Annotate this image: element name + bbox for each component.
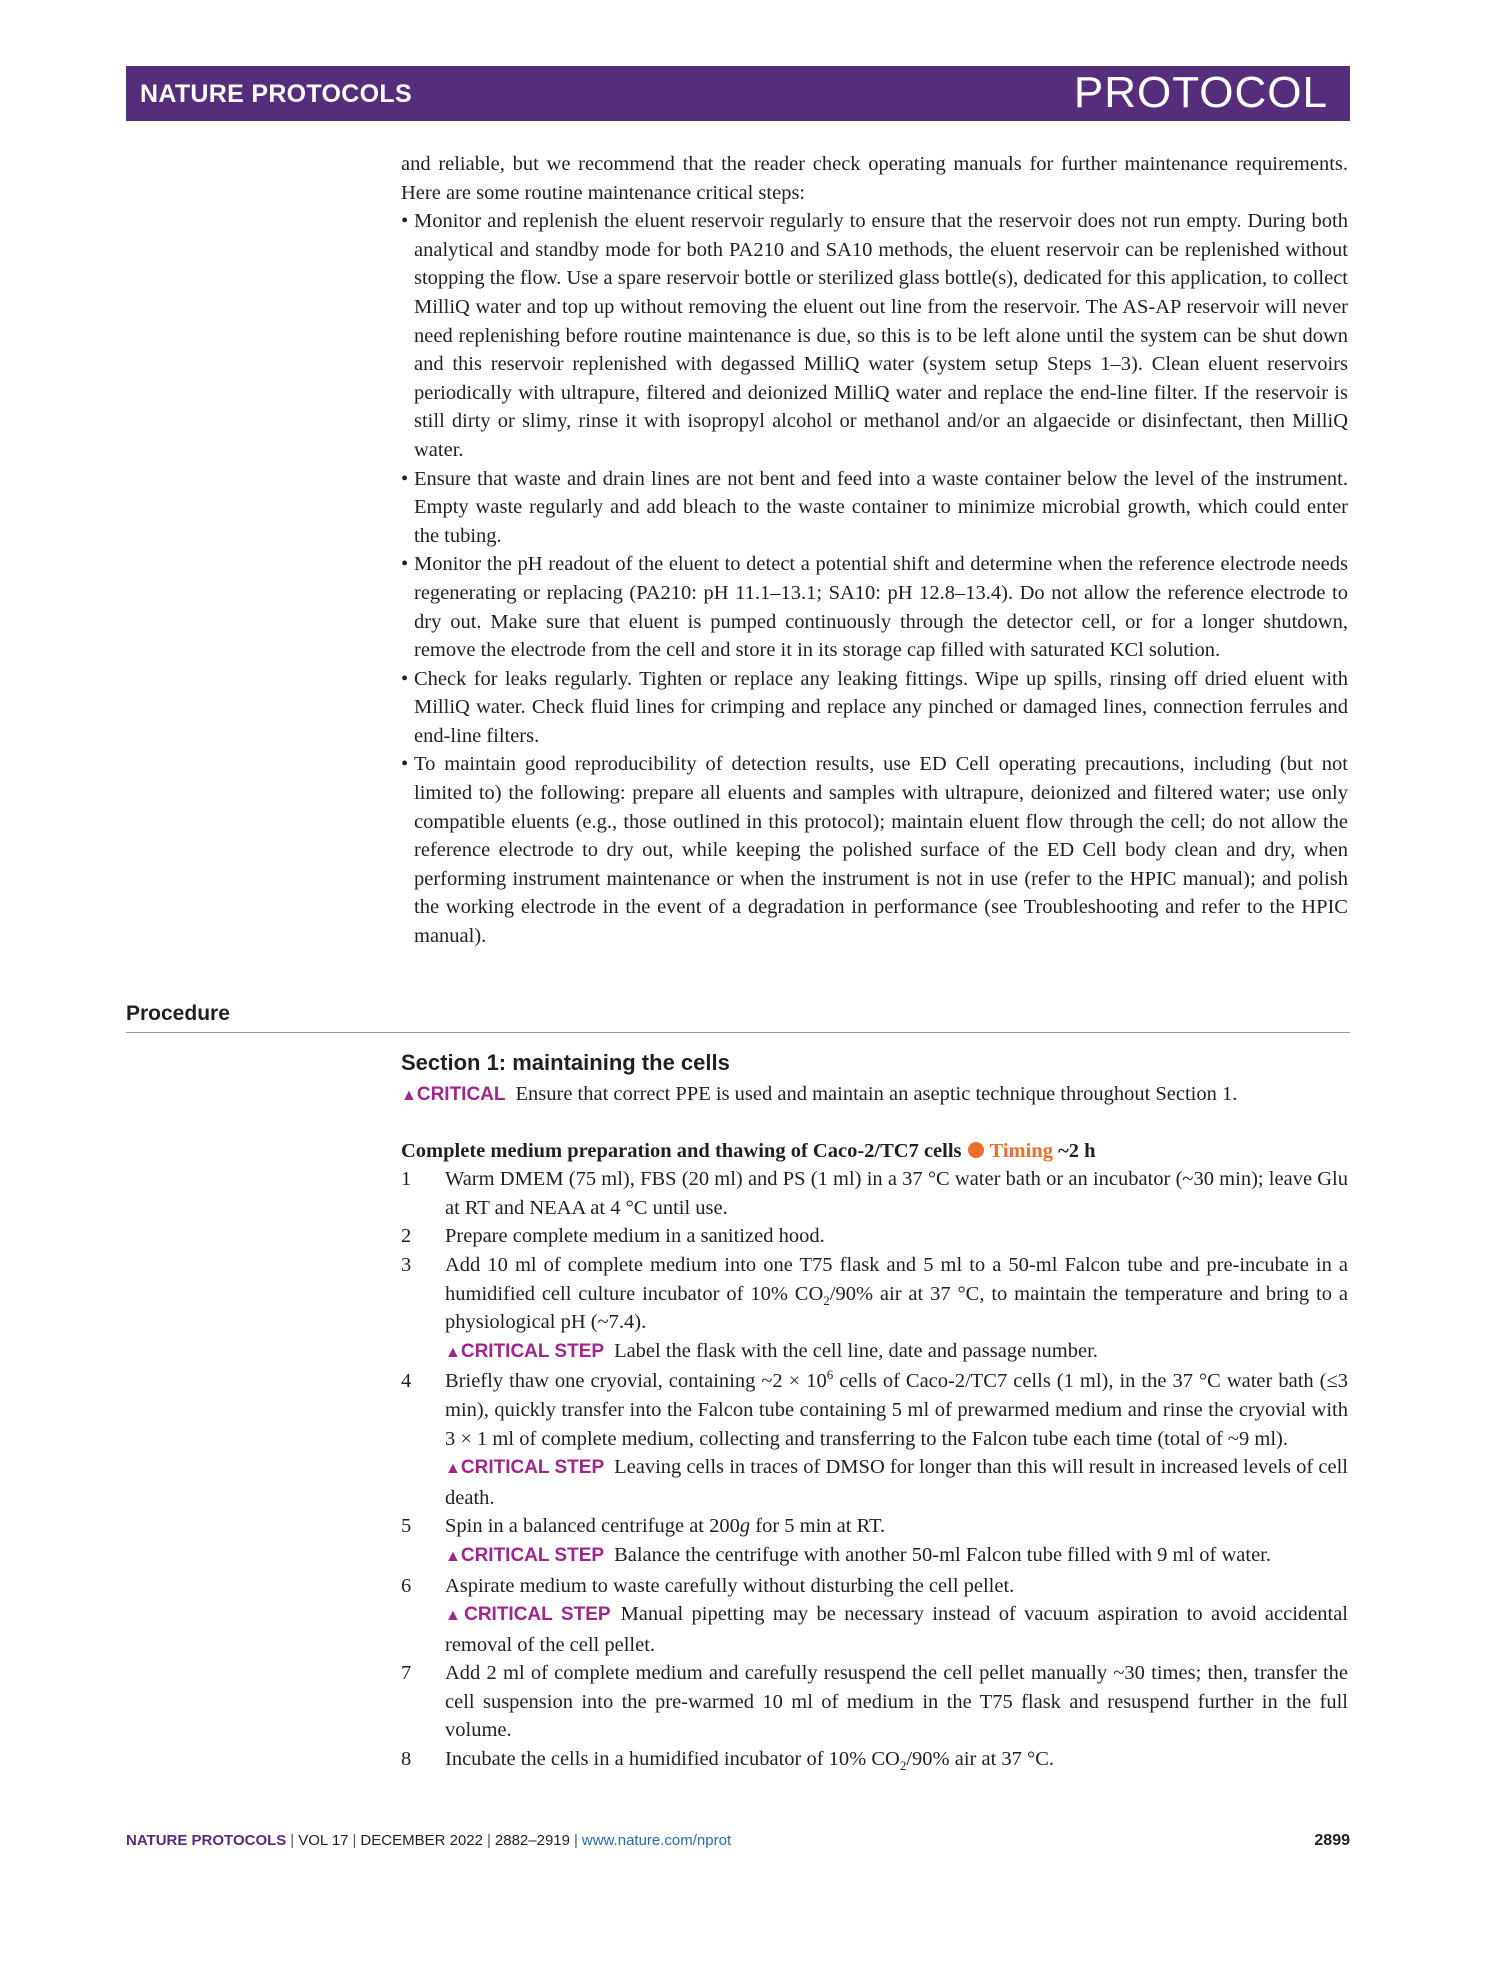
- step-5: 5 Spin in a balanced centrifuge at 200g for 5 min at RT. ▲CRITICAL STEP Balance the centrifuge with another 50-ml Falcon tube filled with 9 ml of water.: [401, 1512, 1348, 1571]
- procedure-heading: Procedure: [126, 1002, 230, 1025]
- timing-dot-icon: [968, 1142, 984, 1158]
- article-type: PROTOCOL: [1073, 68, 1328, 117]
- step-text: Add 2 ml of complete medium and carefully resuspend the cell pellet manually ~30 times; then, transfer the cell suspension into the pre-warmed 10 ml of medium in the T75 flask and resuspend further in the full volume.: [445, 1662, 1348, 1742]
- step-number: 6: [401, 1574, 412, 1597]
- maintenance-text: [401, 150, 1348, 951]
- step-number: 5: [401, 1515, 412, 1538]
- step-text-cont: for 5 min at RT.: [750, 1515, 886, 1538]
- step-text: Aspirate medium to waste carefully without disturbing the cell pellet.: [445, 1574, 1015, 1597]
- step-4: 4 Briefly thaw one cryovial, containing ~2 × $10^6$ cells of Caco-2/TC7 cells (1 ml), in the 37 °C water bath (≤3 min), quickly transfer into the Falcon tube containing 5 ml of prewarmed medium and rinse the cryovial with 3 × 1 ml of complete medium, collecting and transferring to the Falcon tube each time (total of ~9 ml). ▲CRITICAL STEP Leaving cells in traces of DMSO for longer than this will result in increased levels of cell death.: [401, 1367, 1348, 1512]
- critical-step-label: CRITICAL STEP: [460, 1544, 605, 1566]
- critical-step: [445, 1453, 1348, 1512]
- maintenance-list: [401, 207, 1348, 950]
- step-text: Warm DMEM (75 ml), FBS (20 ml) and PS (1 ml) in a 37 °C water bath or an incubator (~30 min); leave Glu at RT and NEAA at 4 °C until use.: [445, 1168, 1348, 1219]
- list-item: • Check for leaks regularly. Tighten or replace any leaking fittings. Wipe up spills, rinsing off dried eluent with MilliQ water. Check fluid lines for crimping and replace any pinched or damaged lines, connection ferrules and end-line filters.: [401, 665, 1348, 751]
- critical-step: [445, 1600, 1348, 1659]
- list-item: • Monitor and replenish the eluent reservoir regularly to ensure that the reservoir does not run empty. During both analytical and standby mode for both PA210 and SA10 methods, the eluent reservoir can be replenished without stopping the flow. Use a spare reservoir bottle or sterilized glass bottle(s), dedicated for this application, to collect MilliQ water and top up without removing the eluent out line from the reservoir. The AS-AP reservoir will never need replenishing before routine maintenance is due, so this is to be left alone until the system can be shut down and this reservoir replenished with degassed MilliQ water (system setup Steps 1–3). Clean eluent reservoirs periodically with ultrapure, filtered and deionized MilliQ water and replace the end-line filter. If the reservoir is still dirty or slimy, rinse it with isopropyl alcohol or methanol and/or an algaecide or disinfectant, then MilliQ water.: [401, 207, 1348, 464]
- step-text: Incubate the cells in a humidified incubator of 10% CO: [445, 1748, 900, 1771]
- footer-date: DECEMBER 2022: [360, 1832, 483, 1849]
- step-number: 4: [401, 1370, 412, 1393]
- critical-step-label: CRITICAL STEP: [460, 1340, 605, 1362]
- step-6: [401, 1572, 1348, 1660]
- critical-step: [445, 1541, 1348, 1572]
- critical-step-text: Manual pipetting may be necessary instead of vacuum aspiration to avoid accidental removal of the cell pellet.: [445, 1603, 1348, 1656]
- procedure-divider: [126, 1032, 1350, 1033]
- footer-url-link[interactable]: www.nature.com/nprot: [581, 1832, 732, 1849]
- step-text-cont: /90% air at 37 °C, to maintain the temperature and bring to a physiological pH (~7.4).: [445, 1282, 1348, 1334]
- step-3: 3 Add 10 ml of complete medium into one T75 flask and 5 ml to a 50-ml Falcon tube and pre-incubate in a humidified cell culture incubator of 10% $CO_2/90\%$ air at 37 °C, to maintain the temperature and bring to a physiological pH (~7.4). ▲CRITICAL STEP Label the flask with the cell line, date and passage number.: [401, 1251, 1348, 1367]
- step-text-cont: cells of Caco-2/TC7 cells (1 ml), in the 37 °C water bath (≤3 min), quickly transfer into the Falcon tube containing 5 ml of prewarmed medium and rinse the cryovial with 3 × 1 ml of complete medium, collecting and transferring to the Falcon tube each time (total of ~9 ml).: [445, 1370, 1348, 1450]
- journal-name: NATURE PROTOCOLS: [140, 80, 412, 108]
- journal-banner: [126, 66, 1350, 121]
- step-text: Prepare complete medium in a sanitized hood.: [445, 1225, 825, 1248]
- footer-pages: 2882–2919: [494, 1832, 570, 1849]
- critical-note: [401, 1080, 1348, 1111]
- page-footer: NATURE PROTOCOLS | VOL 17 | DECEMBER 2022 | 2882–2919 | www.nature.com/nprot 2899: [126, 1832, 1350, 1849]
- section-title: Section 1: maintaining the cells: [401, 1050, 730, 1075]
- step-7: [401, 1659, 1348, 1745]
- critical-step-text: Balance the centrifuge with another 50-ml Falcon tube filled with 9 ml of water.: [614, 1543, 1272, 1566]
- step-1: [401, 1165, 1348, 1222]
- step-number: 1: [401, 1168, 412, 1191]
- step-list: [401, 1165, 1348, 1773]
- step-number: 3: [401, 1253, 412, 1276]
- step-number: 8: [401, 1748, 412, 1771]
- critical-text: Ensure that correct PPE is used and maintain an aseptic technique throughout Section 1.: [515, 1083, 1238, 1105]
- intro-paragraph: and reliable, but we recommend that the reader check operating manuals for further maintenance requirements. Here are some routine maintenance critical steps:: [401, 153, 1348, 204]
- timing-value: ~2 h: [1058, 1139, 1096, 1162]
- step-text: Add 10 ml of complete medium into one T75 flask and 5 ml to a 50-ml Falcon tube and pre-incubate in a humidified cell culture incubator of 10% CO: [445, 1253, 1348, 1305]
- subsection-heading: [401, 1137, 1348, 1166]
- timing-label: Timing: [989, 1139, 1053, 1162]
- footer-volume: VOL 17: [298, 1832, 349, 1849]
- step-text-cont: /90% air at 37 °C.: [906, 1748, 1055, 1771]
- warning-triangle-icon: ▲: [445, 1460, 461, 1478]
- procedure-section: [401, 1048, 1348, 1774]
- list-item: • Monitor the pH readout of the eluent to detect a potential shift and determine when the reference electrode needs regenerating or replacing (PA210: pH 11.1–13.1; SA10: pH 12.8–13.4). Do not allow the reference electrode to dry out. Make sure that eluent is pumped continuously through the detector cell, or for a longer shutdown, remove the electrode from the cell and store it in its storage cap filled with saturated KCl solution.: [401, 550, 1348, 664]
- warning-triangle-icon: ▲: [401, 1087, 417, 1104]
- critical-label: CRITICAL: [416, 1084, 506, 1105]
- step-number: 2: [401, 1225, 412, 1248]
- step-text: Spin in a balanced centrifuge at 200: [445, 1515, 740, 1538]
- warning-triangle-icon: ▲: [445, 1547, 461, 1565]
- critical-step: [445, 1337, 1348, 1368]
- page-number: 2899: [1314, 1832, 1350, 1849]
- warning-triangle-icon: ▲: [445, 1607, 465, 1625]
- warning-triangle-icon: ▲: [445, 1343, 461, 1361]
- step-text: Briefly thaw one cryovial, containing ~2 × 10: [445, 1370, 827, 1393]
- footer-journal: NATURE PROTOCOLS: [126, 1832, 287, 1849]
- list-item: • Ensure that waste and drain lines are not bent and feed into a waste container below the level of the instrument. Empty waste regularly and add bleach to the waste container to minimize microbial growth, which could enter the tubing.: [401, 465, 1348, 551]
- step-2: [401, 1222, 1348, 1251]
- subsection-title: Complete medium preparation and thawing of Caco-2/TC7 cells: [401, 1139, 962, 1162]
- step-8: 8 Incubate the cells in a humidified incubator of 10% $CO_2/90\%$ air at 37 °C.: [401, 1745, 1348, 1774]
- critical-step-text: Label the flask with the cell line, date and passage number.: [614, 1339, 1098, 1362]
- step-number: 7: [401, 1662, 412, 1685]
- list-item: • To maintain good reproducibility of detection results, use ED Cell operating precautions, including (but not limited to) the following: prepare all eluents and samples with ultrapure, deionized and filtered water; use only compatible eluents (e.g., those outlined in this protocol); maintain eluent flow through the cell; do not allow the reference electrode to dry out, while keeping the polished surface of the ED Cell body clean and dry, when performing instrument maintenance or when the instrument is not in use (refer to the HPIC manual); and polish the working electrode in the event of a degradation in performance (see Troubleshooting and refer to the HPIC manual).: [401, 750, 1348, 950]
- critical-step-label: CRITICAL STEP: [460, 1457, 605, 1479]
- critical-step-label: CRITICAL STEP: [464, 1604, 611, 1626]
- critical-step-text: Leaving cells in traces of DMSO for longer than this will result in increased levels of cell death.: [445, 1456, 1348, 1509]
